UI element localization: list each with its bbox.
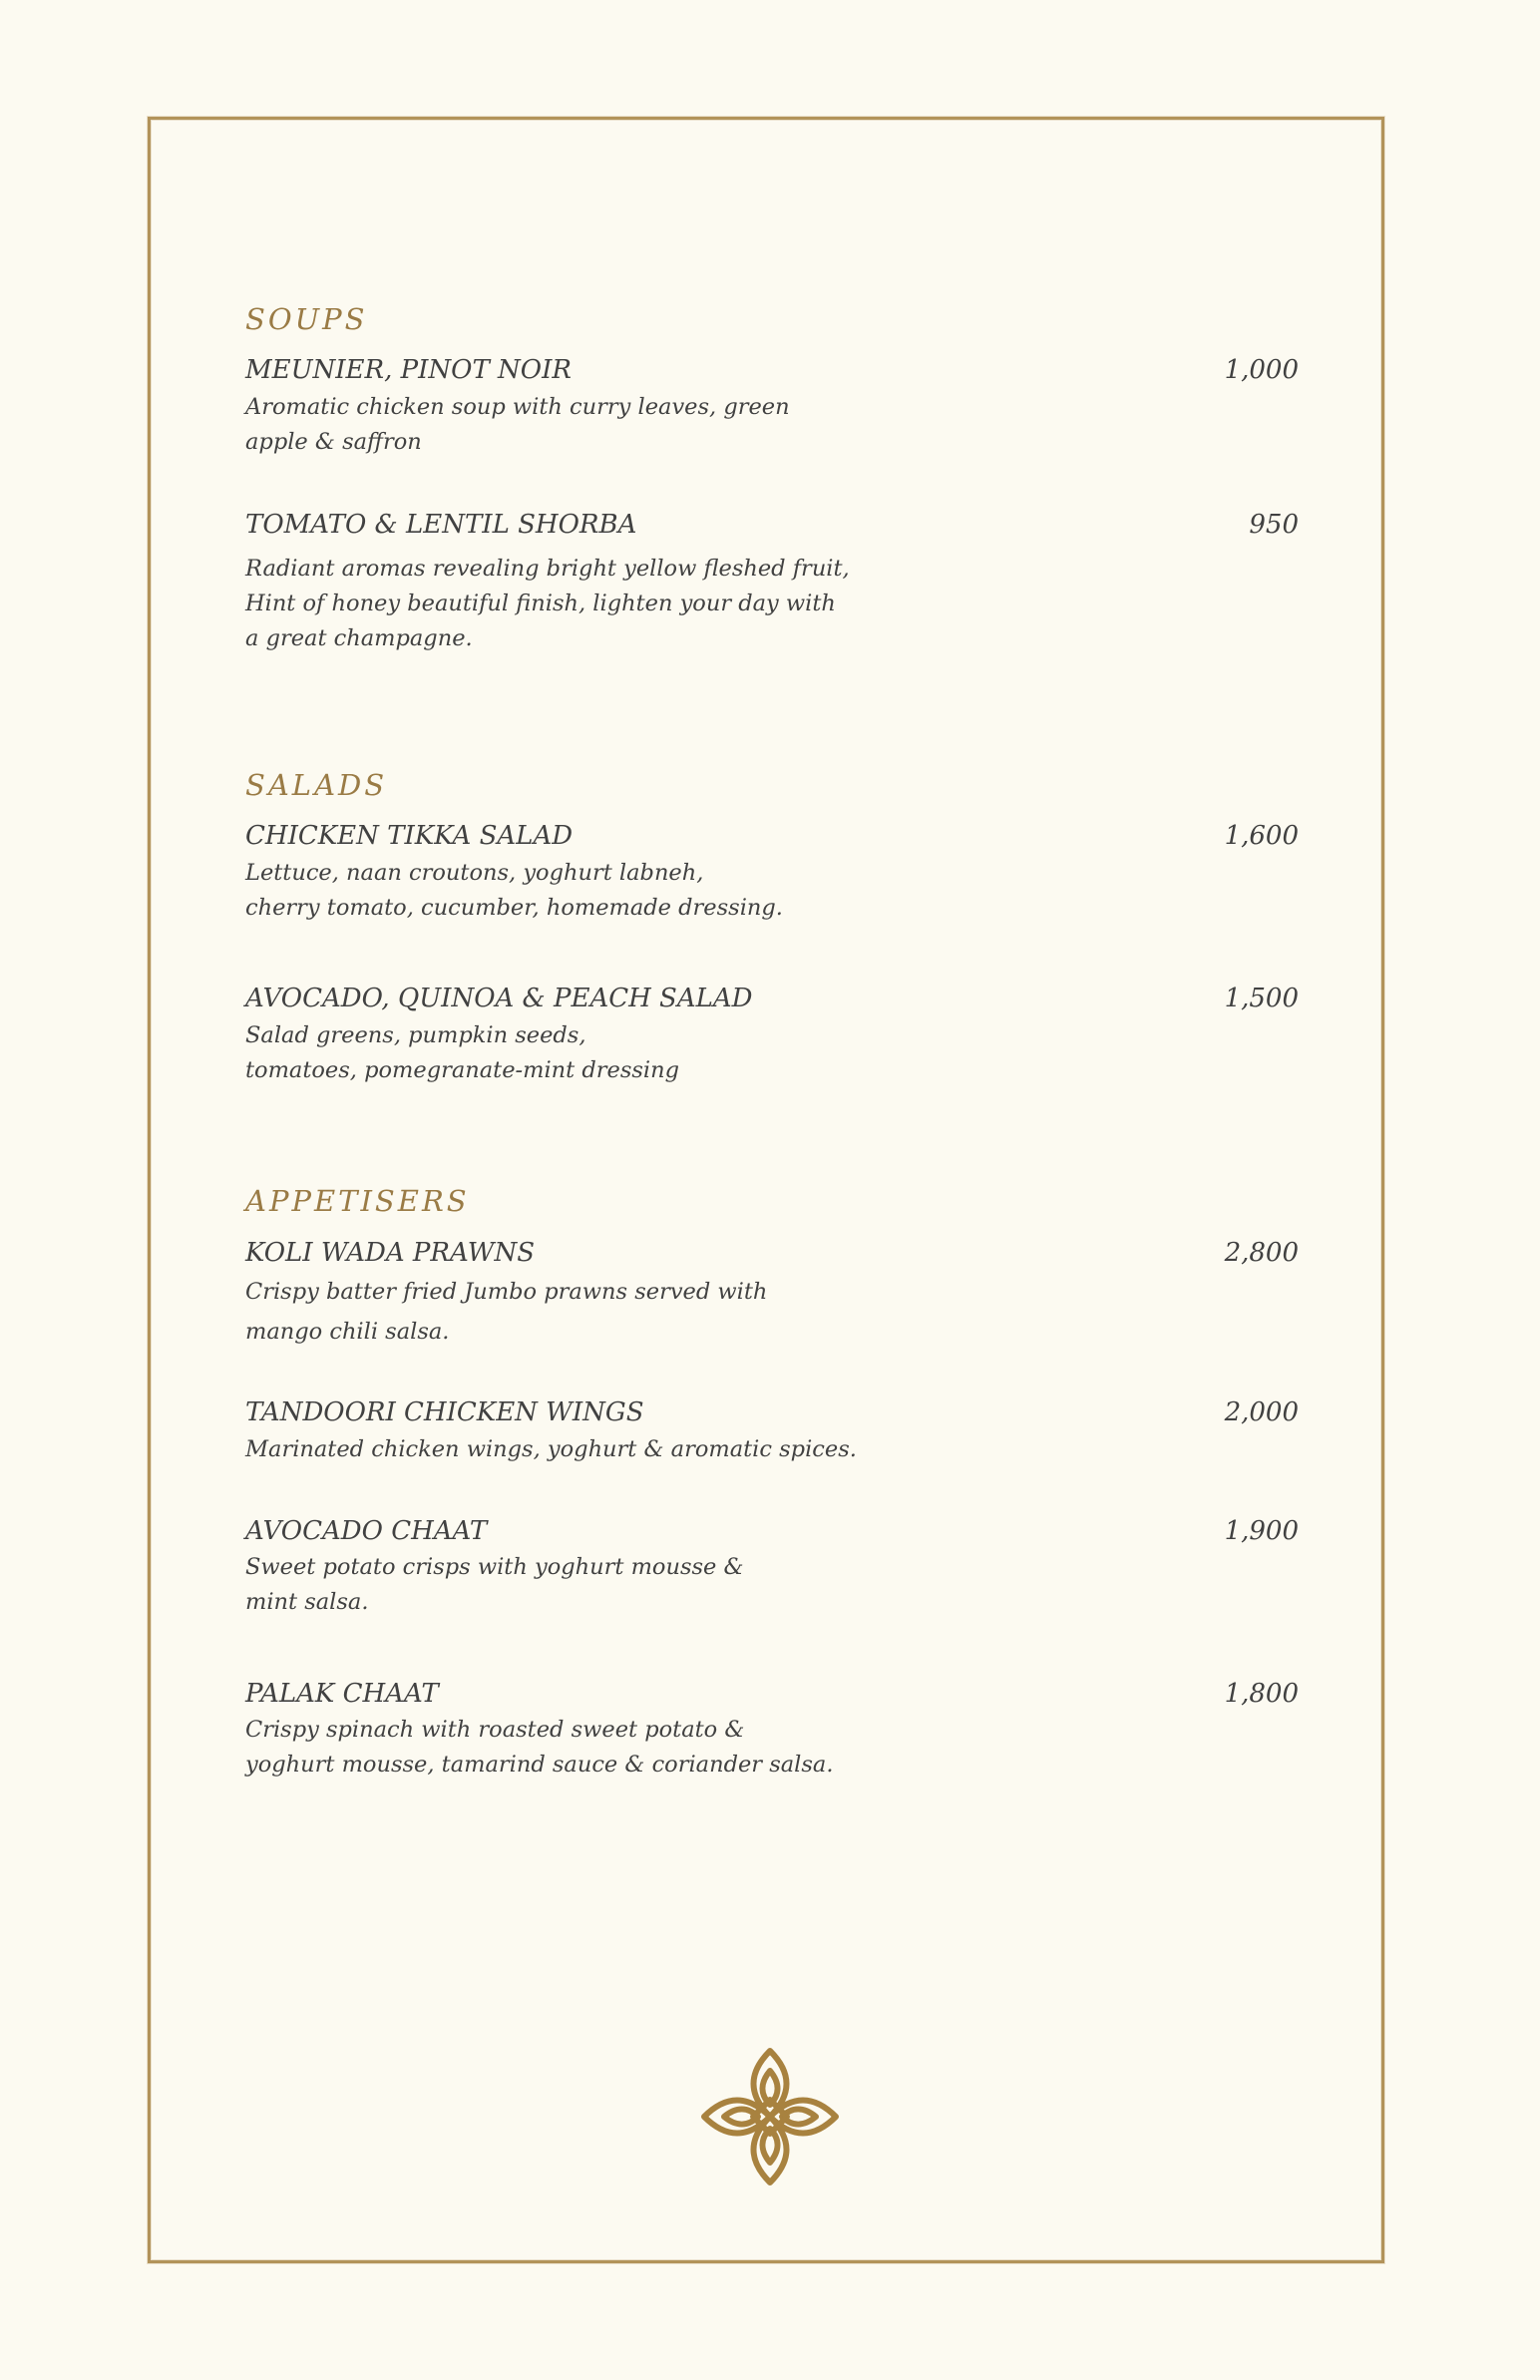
item-name: CHICKEN TIKKA SALAD [245, 821, 574, 851]
description-line: a great champagne. [245, 625, 473, 651]
description-line: Crispy spinach with roasted sweet potato & [245, 1717, 745, 1743]
description-line: Radiant aromas revealing bright yellow fleshed fruit, [245, 556, 850, 582]
item-price: 1,500 [1224, 984, 1299, 1013]
description-line: yoghurt mousse, tamarind sauce & coriander salsa. [245, 1752, 834, 1778]
description-line: cherry tomato, cucumber, homemade dressing. [245, 895, 783, 921]
item-name: AVOCADO, QUINOA & PEACH SALAD [245, 984, 753, 1013]
description-line: tomatoes, pomegranate-mint dressing [245, 1057, 680, 1083]
item-description [245, 552, 904, 656]
item-price: 2,800 [1224, 1238, 1299, 1268]
description-line: Aromatic chicken soup with curry leaves, green [245, 394, 790, 420]
description-line: Salad greens, pumpkin seeds, [245, 1022, 586, 1048]
item-name: TOMATO & LENTIL SHORBA [245, 510, 637, 540]
section-title-soups: SOUPS [245, 302, 368, 336]
section-title-salads: SALADS [245, 768, 388, 802]
item-description [245, 1713, 904, 1783]
item-price: 950 [1249, 510, 1299, 540]
section-title-appetisers: APPETISERS [245, 1184, 470, 1218]
item-description [245, 856, 904, 926]
description-line: Hint of honey beautiful finish, lighten your day with [245, 591, 836, 616]
item-price: 1,800 [1224, 1679, 1299, 1709]
item-description [245, 1432, 904, 1467]
description-line: Sweet potato crisps with yoghurt mousse & [245, 1554, 744, 1580]
item-description [245, 390, 904, 460]
item-name: KOLI WADA PRAWNS [245, 1238, 536, 1268]
description-line: Marinated chicken wings, yoghurt & aromatic spices. [245, 1436, 857, 1462]
item-name: MEUNIER, PINOT NOIR [245, 355, 572, 385]
item-description [245, 1272, 904, 1352]
item-description [245, 1018, 904, 1088]
description-line: apple & saffron [245, 429, 422, 455]
description-line: mango chili salsa. [245, 1319, 450, 1345]
description-line: Crispy batter fried Jumbo prawns served with [245, 1279, 768, 1305]
item-description [245, 1550, 904, 1620]
item-price: 2,000 [1224, 1397, 1299, 1427]
floral-knot-icon [700, 2047, 840, 2186]
item-price: 1,900 [1224, 1516, 1299, 1546]
item-price: 1,600 [1224, 821, 1299, 851]
item-name: TANDOORI CHICKEN WINGS [245, 1397, 644, 1427]
item-price: 1,000 [1224, 355, 1299, 385]
description-line: Lettuce, naan croutons, yoghurt labneh, [245, 860, 704, 886]
description-line: mint salsa. [245, 1589, 369, 1615]
item-name: PALAK CHAAT [245, 1679, 439, 1709]
item-name: AVOCADO CHAAT [245, 1516, 488, 1546]
